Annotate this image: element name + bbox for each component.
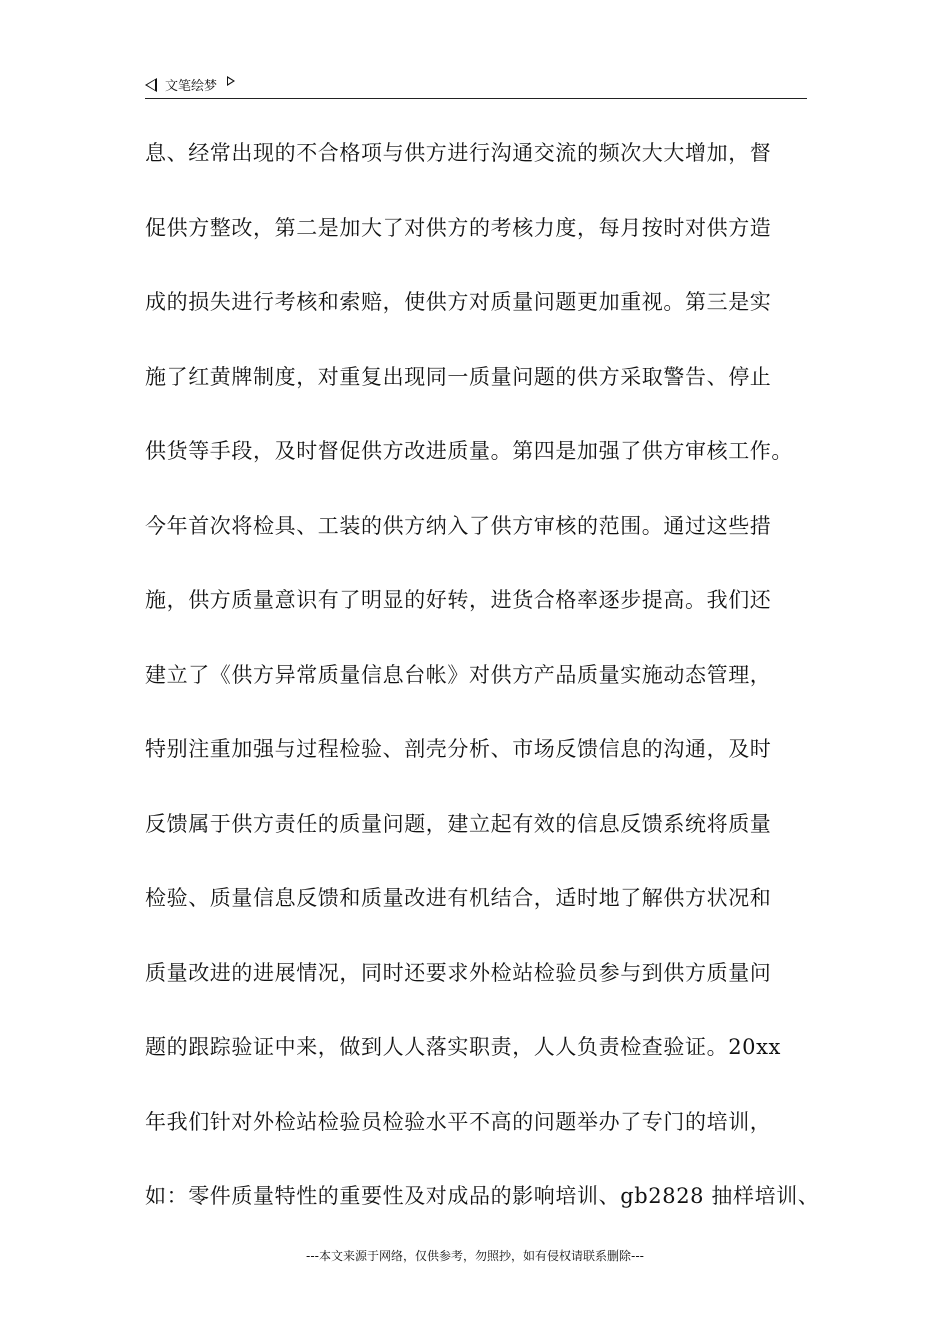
text-line: 题的跟踪验证中来，做到人人落实职责，人人负责检查验证。20xx bbox=[145, 1035, 782, 1059]
page-header bbox=[145, 73, 807, 99]
text-line: 施，供方质量意识有了明显的好转，进货合格率逐步提高。我们还 bbox=[145, 588, 772, 612]
text-line: 成的损失进行考核和索赔，使供方对质量问题更加重视。第三是实 bbox=[145, 290, 772, 314]
header-brand bbox=[145, 75, 235, 94]
text-line: 反馈属于供方责任的质量问题，建立起有效的信息反馈系统将质量 bbox=[145, 811, 772, 836]
text-line: 年我们针对外检站检验员检验水平不高的问题举办了专门的培训， bbox=[145, 1109, 772, 1134]
text-line: 今年首次将检具、工装的供方纳入了供方审核的范围。通过这些措 bbox=[145, 513, 772, 538]
text-line: 特别注重加强与过程检验、剖壳分析、市场反馈信息的沟通，及时 bbox=[145, 737, 772, 761]
text-line: 质量改进的进展情况，同时还要求外检站检验员参与到供方质量问 bbox=[145, 960, 772, 985]
text-line: 检验、质量信息反馈和质量改进有机结合，适时地了解供方状况和 bbox=[145, 886, 772, 910]
document-body bbox=[145, 138, 825, 1256]
triangle-left-icon bbox=[145, 78, 157, 92]
text-line: 息、经常出现的不合格项与供方进行沟通交流的频次大大增加，督 bbox=[145, 141, 772, 165]
text-line: 促供方整改，第二是加大了对供方的考核力度，每月按时对供方造 bbox=[145, 215, 772, 240]
page-footer-disclaimer: ---本文来源于网络，仅供参考，勿照抄，如有侵权请联系删除--- bbox=[306, 1249, 644, 1263]
header-title: 文笔绘梦 bbox=[165, 79, 218, 94]
text-line: 如：零件质量特性的重要性及对成品的影响培训、gb2828 抽样培训、 bbox=[145, 1184, 820, 1208]
triangle-right-icon bbox=[227, 76, 235, 86]
text-line: 供货等手段，及时督促供方改进质量。第四是加强了供方审核工作。 bbox=[145, 439, 793, 463]
text-line: 施了红黄牌制度，对重复出现同一质量问题的供方采取警告、停止 bbox=[145, 364, 772, 389]
text-line: 建立了《供方异常质量信息台帐》对供方产品质量实施动态管理， bbox=[145, 662, 772, 687]
